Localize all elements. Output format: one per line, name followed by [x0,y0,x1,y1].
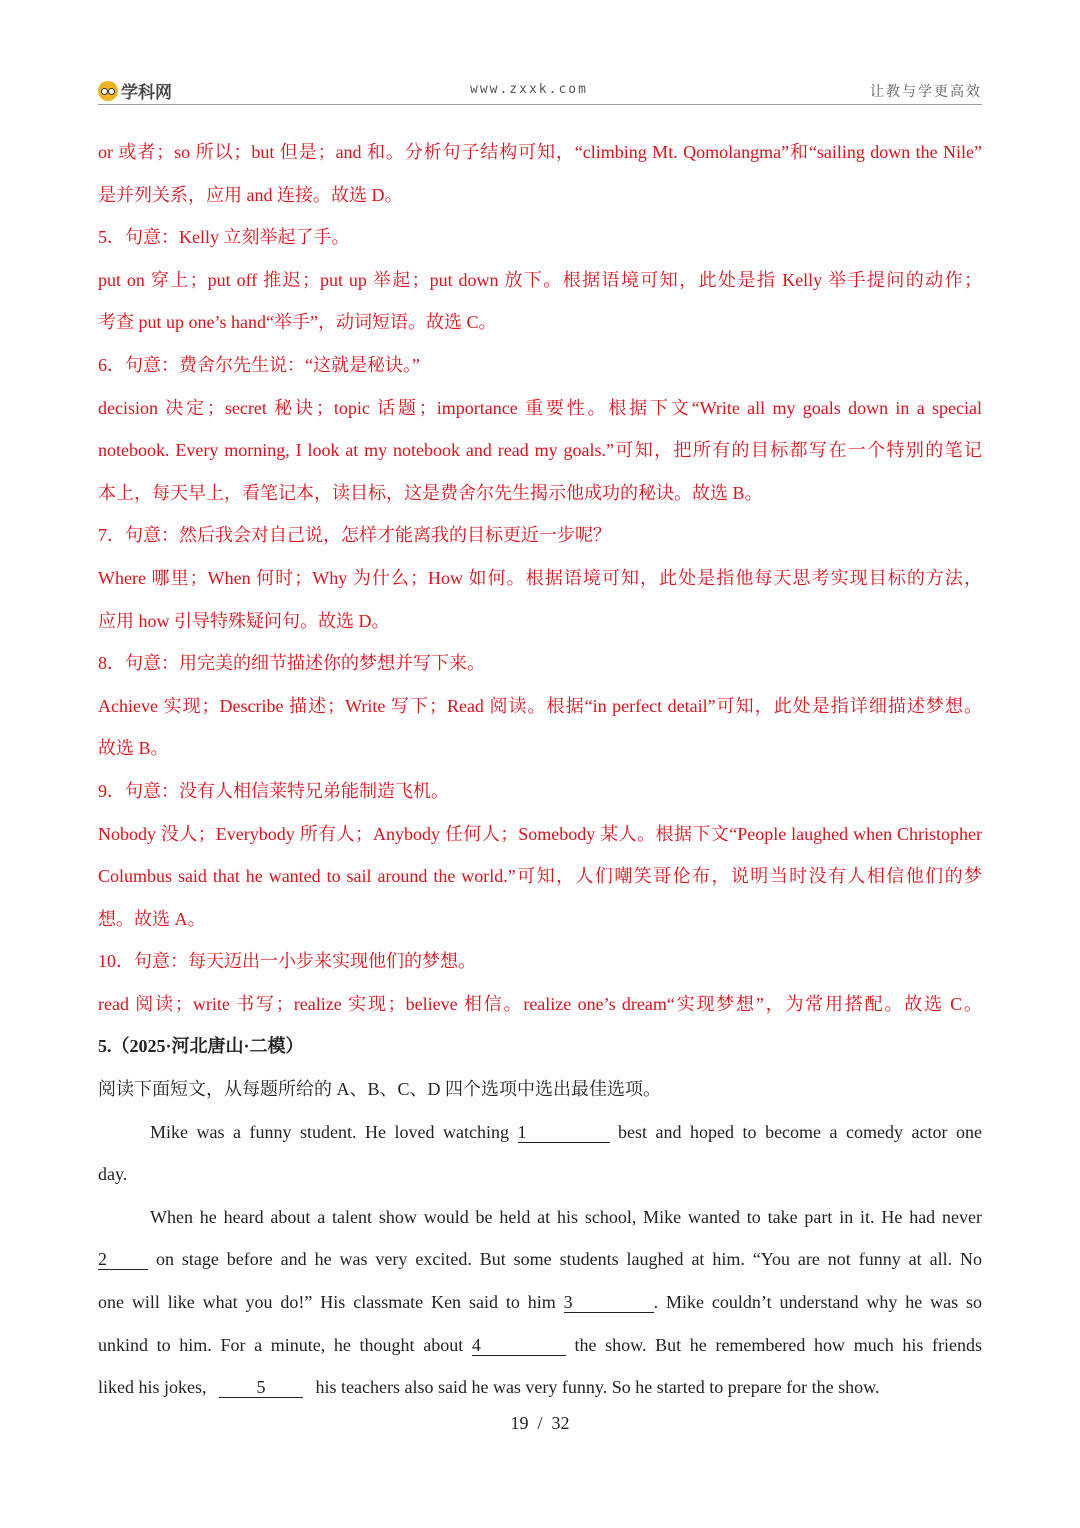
explanation-line: 本上，每天早上，看笔记本，读目标，这是费舍尔先生揭示他成功的秘诀。故选 B。 [98,482,763,503]
passage-text: unkind to him. For a minute, he thought about [98,1334,464,1355]
passage-line [98,1111,982,1154]
logo [98,78,172,103]
explanation-line: notebook. Every morning, I look at my notebook and read my goals.”可知，把所有的目标都写在一个特别的笔记 [98,440,982,461]
blank-2: 2 [98,1249,148,1270]
site-url: www.zxxk.com [470,82,588,97]
blank-5: 5 [219,1377,303,1398]
logo-icon [98,81,118,101]
passage-line [98,1238,982,1281]
passage-text: on stage before and he was very excited. But some students laughed at him. “You are not funny at all. No [155,1249,982,1270]
passage-line: When he heard about a talent show would be held at his school, Mike wanted to take part in it. He had never [150,1206,982,1227]
explanation-line: Achieve 实现；Describe 描述；Write 写下；Read 阅读。根据“in perfect detail”可知，此处是指详细描述梦想。 [98,695,982,716]
explanation-line: read 阅读；write 书写；realize 实现；believe 相信。realize one’s dream“实现梦想”，为常用搭配。故选 C。 [98,993,982,1014]
blank-1: 1 [518,1122,610,1143]
passage-line [98,1324,982,1367]
passage-text: . Mike couldn’t understand why he was so [653,1292,982,1313]
logo-text: 学科网 [121,83,172,103]
passage-text: the show. But he remembered how much his friends [574,1334,982,1355]
explanation-line: or 或者；so 所以；but 但是；and 和。分析句子结构可知，“climbing Mt. Qomolangma”和“sailing down the Nile” [98,142,982,162]
explanation-line: Columbus said that he wanted to sail around the world.”可知，人们嘲笑哥伦布，说明当时没有人相信他们的梦 [98,866,982,887]
explanation-line: 应用 how 引导特殊疑问句。故选 D。 [98,610,390,631]
q9-title: 9．句意：没有人相信莱特兄弟能制造飞机。 [98,780,449,801]
q6-title: 6．句意：费舍尔先生说：“这就是秘诀。” [98,354,420,375]
question-heading: 5.（2025·河北唐山·二模） [98,1036,304,1057]
q8-title: 8．句意：用完美的细节描述你的梦想并写下来。 [98,653,485,674]
q7-title: 7．句意：然后我会对自己说，怎样才能离我的目标更近一步呢？ [98,525,611,546]
passage-line [98,1366,982,1409]
explanation-line: put on 穿上；put off 推迟；put up 举起；put down 放下。根据语境可知，此处是指 Kelly 举手提问的动作； [98,269,982,290]
q5-title: 5．句意：Kelly 立刻举起了手。 [98,227,350,248]
explanation-line: 想。故选 A。 [98,908,206,929]
q10-title: 10．句意：每天迈出一小步来实现他们的梦想。 [98,951,476,972]
blank-3: 3 [564,1292,654,1313]
page-content [98,131,982,1409]
explanation-line: Nobody 没人；Everybody 所有人；Anybody 任何人；Somebody 某人。根据下文“People laughed when Christopher [98,823,982,844]
passage-text: his teachers also said he was very funny. So he started to prepare for the show. [315,1377,880,1398]
passage-line: day. [98,1164,128,1185]
blank-4: 4 [472,1335,566,1356]
explanation-line: Where 哪里；When 何时；Why 为什么；How 如何。根据语境可知，此处是指他每天思考实现目标的方法， [98,567,982,588]
page-header [98,76,982,105]
passage-text: liked his jokes, [98,1377,207,1398]
explanation-line: 考查 put up one’s hand“举手”，动词短语。故选 C。 [98,312,497,333]
passage-text: Mike was a funny student. He loved watching [150,1121,510,1142]
question-instruction: 阅读下面短文，从每题所给的 A、B、C、D 四个选项中选出最佳选项。 [98,1079,662,1100]
explanation-line: 故选 B。 [98,738,169,759]
passage-line [98,1281,982,1324]
explanation-line: decision 决定；secret 秘诀；topic 话题；importance 重要性。根据下文“Write all my goals down in a special [98,397,982,418]
page-number: 19 / 32 [510,1413,570,1433]
explanation-line: 是并列关系，应用 and 连接。故选 D。 [98,184,403,205]
passage-text: best and hoped to become a comedy actor one [618,1121,982,1142]
header-slogan: 让教与学更高效 [870,84,982,100]
passage-text: one will like what you do!” His classmate Ken said to him [98,1292,556,1313]
